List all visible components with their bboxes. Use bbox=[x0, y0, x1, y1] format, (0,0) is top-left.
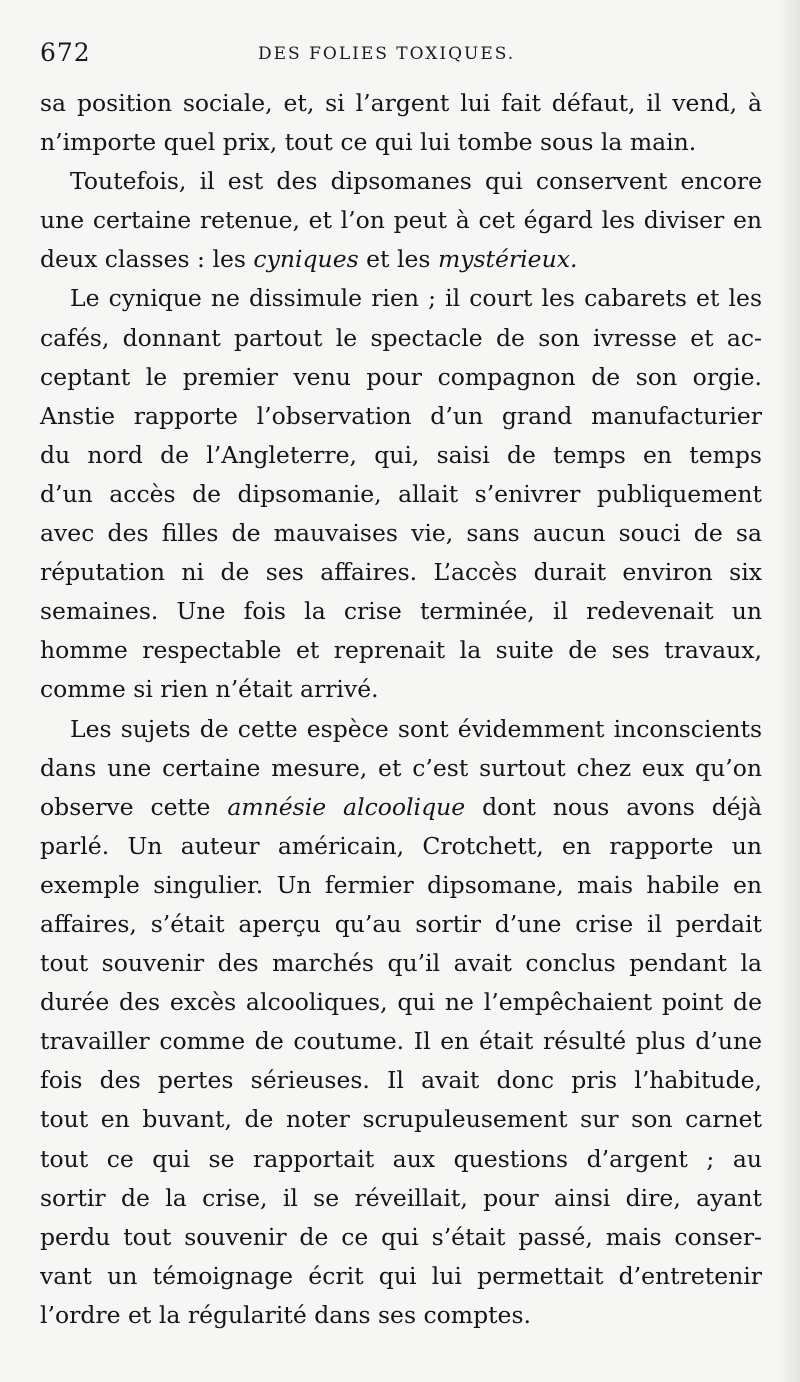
text-segment: deux classes : les bbox=[40, 245, 246, 274]
text-line: exemple singulier. Un fermier dipsomane, mais habile en bbox=[40, 870, 762, 899]
text-line: tout en buvant, de noter scrupuleusement sur son carnet bbox=[40, 1105, 762, 1134]
body-text bbox=[40, 84, 762, 1335]
text-line: Toutefois, il est des dipsomanes qui conservent encore bbox=[70, 167, 762, 196]
page-number: 672 bbox=[40, 38, 91, 67]
text-segment: dont nous avons déjà bbox=[482, 792, 762, 821]
text-line: durée des excès alcooliques, qui ne l’empêchaient point de bbox=[40, 988, 762, 1017]
text-line: affaires, s’était aperçu qu’au sortir d’une crise il perdait bbox=[40, 909, 762, 938]
text-line: Les sujets de cette espèce sont évidemment inconscients bbox=[70, 714, 762, 743]
text-line: d’un accès de dipsomanie, allait s’enivrer publiquement bbox=[40, 479, 762, 508]
text-line: cafés, donnant partout le spectacle de son ivresse et ac- bbox=[40, 323, 762, 352]
text-line: réputation ni de ses affaires. L’accès durait environ six bbox=[40, 558, 762, 587]
paragraph-1 bbox=[40, 84, 762, 162]
page-edge-shadow bbox=[778, 0, 800, 1382]
text-line: Anstie rapporte l’observation d’un grand manufacturier bbox=[40, 401, 762, 430]
text-segment: observe cette bbox=[40, 792, 211, 821]
italic-term-cyniques: cyniques bbox=[253, 245, 359, 274]
text-line: sa position sociale, et, si l’argent lui fait défaut, il vend, à bbox=[40, 89, 762, 117]
text-line: fois des pertes sérieuses. Il avait donc pris l’habitude, bbox=[40, 1066, 762, 1095]
paragraph-3 bbox=[40, 279, 762, 709]
italic-term-amnesie: amnésie alcoolique bbox=[227, 792, 466, 821]
running-title: DES FOLIES TOXIQUES. bbox=[258, 44, 516, 64]
text-segment: et les bbox=[366, 245, 431, 274]
text-line: perdu tout souvenir de ce qui s’était passé, mais conser- bbox=[40, 1222, 762, 1251]
text-line: Le cynique ne dissimule rien ; il court les cabarets et les bbox=[70, 284, 762, 313]
text-line: une certaine retenue, et l’on peut à cet égard les diviser en bbox=[40, 206, 762, 235]
text-line bbox=[40, 788, 762, 827]
text-line: tout ce qui se rapportait aux questions d’argent ; au bbox=[40, 1144, 762, 1173]
text-line bbox=[40, 240, 762, 279]
text-line: l’ordre et la régularité dans ses comptes. bbox=[40, 1300, 531, 1329]
text-line: travailler comme de coutume. Il en était résulté plus d’une bbox=[40, 1027, 762, 1056]
text-line: sortir de la crise, il se réveillait, pour ainsi dire, ayant bbox=[40, 1183, 762, 1212]
text-line: comme si rien n’était arrivé. bbox=[40, 675, 379, 704]
paragraph-4 bbox=[40, 710, 762, 1336]
text-line: n’importe quel prix, tout ce qui lui tombe sous la main. bbox=[40, 128, 697, 157]
paragraph-2 bbox=[40, 162, 762, 279]
text-line: homme respectable et reprenait la suite de ses travaux, bbox=[40, 636, 762, 665]
text-line: tout souvenir des marchés qu’il avait conclus pendant la bbox=[40, 949, 762, 978]
text-line: vant un témoignage écrit qui lui permettait d’entretenir bbox=[40, 1261, 762, 1290]
text-line: avec des filles de mauvaises vie, sans aucun souci de sa bbox=[40, 519, 762, 548]
text-line: ceptant le premier venu pour compagnon de son orgie. bbox=[40, 362, 762, 391]
text-line: parlé. Un auteur américain, Crotchett, en rapporte un bbox=[40, 831, 762, 860]
page-header bbox=[40, 38, 760, 78]
text-line: dans une certaine mesure, et c’est surtout chez eux qu’on bbox=[40, 753, 762, 782]
text-line: du nord de l’Angleterre, qui, saisi de temps en temps bbox=[40, 440, 762, 469]
italic-term-mysterieux: mystérieux. bbox=[437, 245, 578, 274]
text-line: semaines. Une fois la crise terminée, il redevenait un bbox=[40, 597, 762, 626]
